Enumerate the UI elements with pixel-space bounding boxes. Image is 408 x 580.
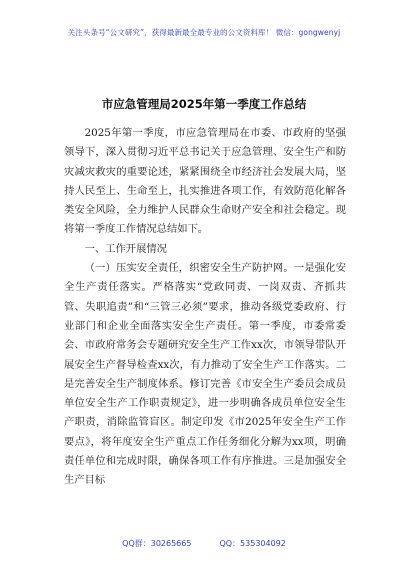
bottom-footer (0, 538, 408, 549)
top-banner: 关注头条号“公文研究”，获得最新最全最专业的公文资料库！ 微信：gongwenyj (67, 28, 341, 37)
document-body (64, 124, 346, 491)
section-heading: 一、工作开展情况 (84, 242, 167, 255)
qq-contact-text: QQ：535304092 (219, 539, 286, 548)
qq-group-text: QQ群：30265665 (122, 539, 192, 548)
intro-paragraph: 2025年第一季度，市应急管理局在市委、市政府的坚强领导下，深入贯彻习近平总书记关于应急管理、安全生产和防灾减灾救灾的重要论述，紧紧围绕全市经济社会发展大局，坚持人民至上、生命至上，扎实推进各项工作，有效防范化解各类安全风险，全力维护人民群众生命财产安全和社会稳定。现将第一季度工作情况总结如下。 (64, 127, 346, 236)
body-paragraph: （一）压实安全责任，织密安全生产防护网。一是强化安全生产责任落实。严格落实“党政同责、一岗双责、齐抓共管、失职追责”和“三管三必须”要求，推动各级党委政府、行业部门和企业全面落实安全生产责任。第一季度，市委常委会、市政府常务会专题研究安全生产工作xx次，市领导带队开展安全生产督导检查xx次，有力推动了安全生产工作落实。二是完善安全生产制度体系。修订完善《市安全生产委员会成员单位安全生产工作职责规定》，进一步明确各成员单位安全生产职责，消除监管盲区。制定印发《市2025年安全生产工作要点》，将年度安全生产重点工作任务细化分解为xx项，明确责任单位和完成时限，确保各项工作有序推进。三是加强安全生产目标 (64, 262, 346, 487)
document-title: 市应急管理局2025年第一季度工作总结 (101, 97, 307, 111)
